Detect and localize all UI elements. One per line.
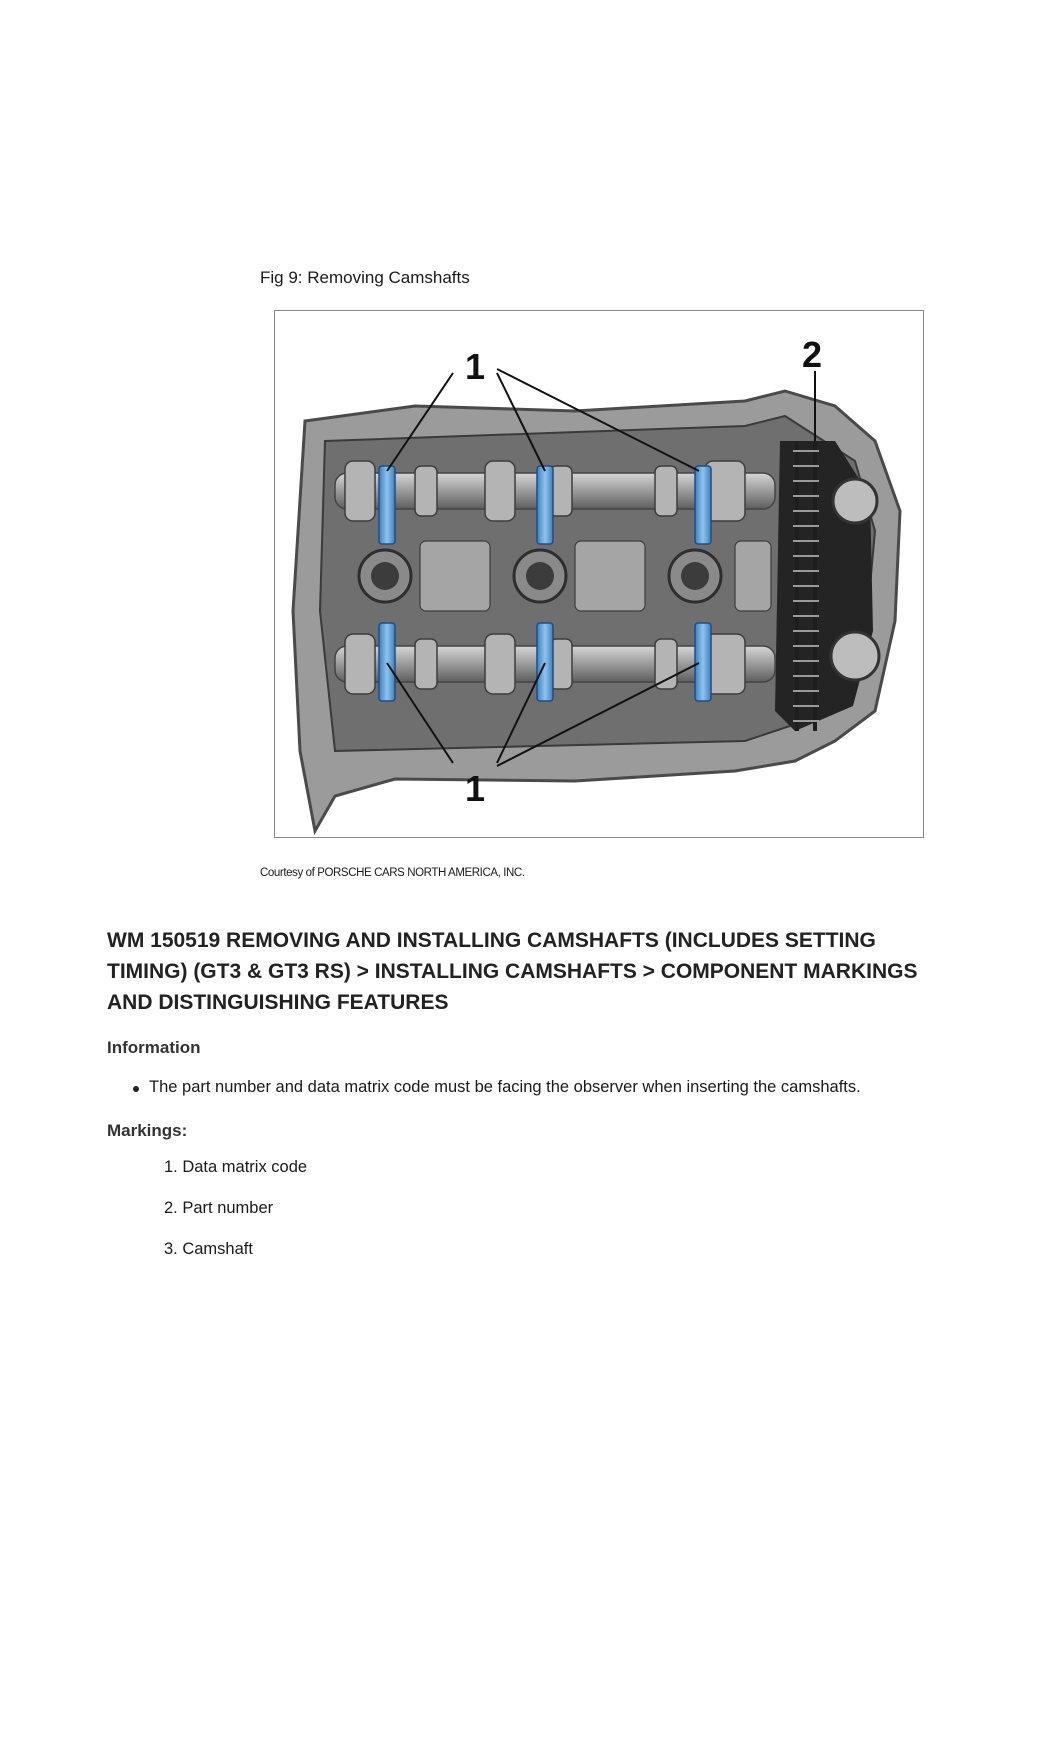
markings-list [164,1158,307,1281]
list-item [133,1078,1013,1097]
camshaft-figure [274,310,924,838]
bullet-text: The part number and data matrix code must be facing the observer when inserting the camshafts. [149,1078,861,1096]
callout-label-chain: 2 [801,334,823,375]
list-item: 1. Data matrix code [164,1158,308,1176]
information-label: Information [107,1038,201,1057]
list-item: 3. Camshaft [164,1240,253,1258]
section-heading: WM 150519 REMOVING AND INSTALLING CAMSHAFTS (INCLUDES SETTING TIMING) (GT3 & GT3 RS) > INSTALLING CAMSHAFTS > COMPONENT MARKINGS AND DISTINGUISHING FEATURES [107,929,918,1014]
bullet-dot-icon [133,1086,139,1092]
callout-label-top: 1 [464,346,486,387]
figure-caption: Fig 9: Removing Camshafts [260,268,470,287]
image-credit: Courtesy of PORSCHE CARS NORTH AMERICA, INC. [260,867,525,879]
engine-illustration [275,311,923,837]
list-item: 2. Part number [164,1199,274,1217]
markings-label: Markings: [107,1121,188,1140]
callout-label-bottom: 1 [464,768,486,809]
